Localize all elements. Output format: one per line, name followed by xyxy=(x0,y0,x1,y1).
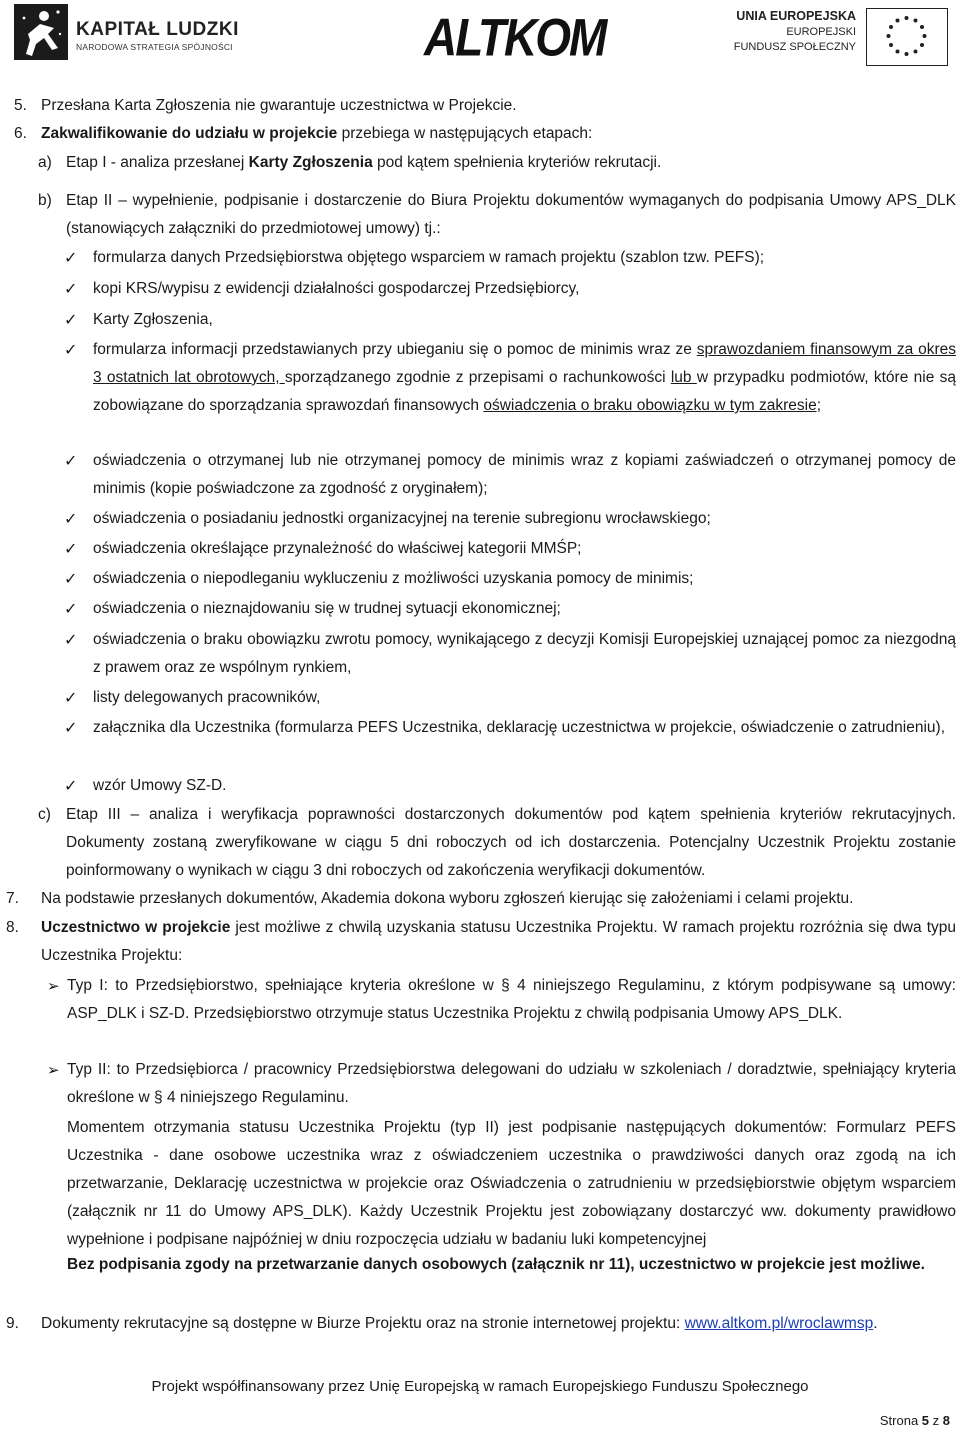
arrow-bullet-icon: ➢ xyxy=(47,977,60,995)
check-text: listy delegowanych pracowników, xyxy=(93,689,321,706)
stage-label: c) xyxy=(38,806,51,823)
page-number xyxy=(880,1413,950,1428)
stage-a-pre: Etap I - analiza przesłanej xyxy=(66,154,249,171)
stage-text: Etap II – wypełnienie, podpisanie i dostarczenie do Biura Projektu dokumentów wymaganych do podpisania Umowy APS_DLK (stanowiących załączniki do przedmiotowej umowy) tj.: xyxy=(66,192,956,237)
kapital-ludzki-title: KAPITAŁ LUDZKI xyxy=(76,19,239,40)
check-text: oświadczenia o posiadaniu jednostki organizacyjnej na terenie subregionu wrocławskiego; xyxy=(93,510,711,527)
page-current: 5 xyxy=(921,1413,930,1428)
item-rest: przebiega w następujących etapach: xyxy=(337,125,593,142)
c4-mid2: w przypadku podmiotów, które nie są zobowiązane do sporządzania sprawozdań finansowych xyxy=(93,369,956,414)
eu-line-3: FUNDUSZ SPOŁECZNY xyxy=(733,41,856,53)
check-text xyxy=(93,336,956,420)
check-text: oświadczenia o otrzymanej lub nie otrzymanej pomocy de minimis wraz z kopiami zaświadczeń o otrzymanej pomocy de minimis (kopie poświadczone za zgodność z oryginałem); xyxy=(93,452,956,497)
item-text xyxy=(41,914,956,970)
stage-label: b) xyxy=(38,192,52,209)
section-icon: § xyxy=(501,977,510,994)
kapital-ludzki-logo xyxy=(14,4,239,62)
c4-underline-1: sprawozdaniem finansowym za okres 3 ostatnich lat obrotowych, xyxy=(93,341,956,386)
eu-line-2: EUROPEJSKI xyxy=(786,26,856,38)
eu-logo-text xyxy=(720,8,856,55)
item-9-end: . xyxy=(873,1315,878,1332)
item-number: 9. xyxy=(6,1315,19,1332)
check-icon: ✓ xyxy=(64,509,78,528)
item-bold: Zakwalifikowanie do udziału w projekcie xyxy=(41,125,338,142)
footer-funding-note: Projekt współfinansowany przez Unię Europejską w ramach Europejskiego Funduszu Społecznego xyxy=(151,1378,809,1395)
check-icon: ✓ xyxy=(64,569,78,588)
check-text: oświadczenia określające przynależność do właściwej kategorii MMŚP; xyxy=(93,540,582,557)
section-icon: § xyxy=(154,1089,163,1106)
c4-pre: formularza informacji przedstawianych przy ubieganiu się o pomoc de minimis wraz ze xyxy=(93,341,697,358)
item-rest: jest możliwe z chwilą uzyskania statusu Uczestnika Projektu. W ramach projektu rozróżnia się dwa typu Uczestnika Projektu: xyxy=(41,919,956,964)
type2-post: 4 niniejszego Regulaminu. xyxy=(162,1089,349,1106)
check-text: formularza danych Przedsiębiorstwa objętego wsparciem w ramach projektu (szablon tzw. PEFS); xyxy=(93,249,765,266)
item-bold: Uczestnictwo w projekcie xyxy=(41,919,231,936)
stage-a-bold: Karty Zgłoszenia xyxy=(248,154,373,171)
c4-underline-2: lub xyxy=(670,369,697,386)
item-number: 8. xyxy=(6,919,19,936)
paragraph-text: Momentem otrzymania statusu Uczestnika Projektu (typ II) jest podpisanie następujących dokumentów: Formularz PEFS Uczestnika - dane osobowe uczestnika wraz z oświadczeniem uczestnika o prawdziwości danych oraz zgodą na ich przetwarzanie, Deklarację uczestnictwa w projekcie oraz Oświadczenia o zatrudnieniu w przedsiębiorstwie objętym wsparciem (załącznik nr 11 do Umowy APS_DLK). Każdy Uczestnik Projektu jest zobowiązany dostarczyć ww. dokumenty prawidłowo wypełnione i podpisane najpóźniej w dniu rozpoczęcia udziału w badaniu luki kompetencyjnej xyxy=(67,1119,956,1248)
check-icon: ✓ xyxy=(64,539,78,558)
check-text: oświadczenia o niepodleganiu wykluczeniu z możliwości uzyskania pomocy de minimis; xyxy=(93,570,694,587)
stage-a-post: pod kątem spełnienia kryteriów rekrutacji. xyxy=(372,154,662,171)
paragraph-bold-text: Bez podpisania zgody na przetwarzanie danych osobowych (załącznik nr 11), uczestnictwo w projekcie jest możliwe. xyxy=(67,1256,925,1273)
stage-label: a) xyxy=(38,154,52,171)
type1-post: 4 niniejszego Regulaminu, z którym podpisywane są umowy: ASP_DLK i SZ-D. Przedsiębiorstwo otrzymuje status Uczestnika Projektu z chwilą podpisania Umowy APS_DLK. xyxy=(67,977,956,1022)
item-number: 6. xyxy=(14,125,27,142)
check-text: kopi KRS/wypisu z ewidencji działalności gospodarczej Przedsiębiorcy, xyxy=(93,280,580,297)
c4-mid: sporządzanego zgodnie z przepisami o rachunkowości xyxy=(284,369,671,386)
check-text: załącznika dla Uczestnika (formularza PEFS Uczestnika, deklarację uczestnictwa w projekcie, oświadczenie o zatrudnieniu), xyxy=(93,719,946,736)
check-text: Karty Zgłoszenia, xyxy=(93,311,213,328)
altkom-logo xyxy=(424,2,606,67)
check-icon: ✓ xyxy=(64,340,78,359)
check-text: oświadczenia o nieznajdowaniu się w trudnej sytuacji ekonomicznej; xyxy=(93,600,561,617)
project-website-link[interactable]: www.altkom.pl/wroclawmsp xyxy=(684,1315,874,1332)
type1-pre: Typ I: to Przedsiębiorstwo, spełniające kryteria określone w xyxy=(67,977,502,994)
item-number: 7. xyxy=(6,890,19,907)
item-number: 5. xyxy=(14,97,27,114)
check-icon: ✓ xyxy=(64,688,78,707)
type-text xyxy=(67,1056,956,1112)
check-icon: ✓ xyxy=(64,248,78,267)
item-text: Przesłana Karta Zgłoszenia nie gwarantuje uczestnictwa w Projekcie. xyxy=(41,97,517,114)
page-header xyxy=(0,0,960,82)
check-text: oświadczenia o braku obowiązku zwrotu pomocy, wynikającego z decyzji Komisji Europejskiej uznającej pomoc za niezgodną z prawem oraz ze wspólnym rynkiem, xyxy=(93,631,956,676)
stage-text: Etap III – analiza i weryfikacja poprawności dostarczonych dokumentów pod kątem spełnienia kryteriów rekrutacyjnych. Dokumenty zostaną zweryfikowane w ciągu 5 dni roboczych od ich dostarczenia. Potencjalny Uczestnik Projektu zostanie poinformowany o wynikach w ciągu 3 dni roboczych od zakończenia weryfikacji dokumentów. xyxy=(66,806,956,879)
type-text xyxy=(67,972,956,1028)
item-text xyxy=(41,120,592,148)
eu-line-1: UNIA EUROPEJSKA xyxy=(736,9,856,23)
kapital-ludzki-subtitle: NARODOWA STRATEGIA SPÓJNOŚCI xyxy=(76,42,233,52)
item-9-text: Dokumenty rekrutacyjne są dostępne w Biurze Projektu oraz na stronie internetowej projektu: xyxy=(41,1315,685,1332)
eu-flag-icon xyxy=(866,8,948,66)
check-icon: ✓ xyxy=(64,718,78,737)
altkom-logo-text: ALTKOM xyxy=(424,7,606,67)
check-icon: ✓ xyxy=(64,599,78,618)
check-icon: ✓ xyxy=(64,630,78,649)
eu-logo xyxy=(720,8,950,68)
check-icon: ✓ xyxy=(64,279,78,298)
c4-underline-3: oświadczenia o braku obowiązku w tym zakresie; xyxy=(483,397,822,414)
page-prefix: Strona xyxy=(879,1413,922,1428)
item-text xyxy=(41,1310,878,1338)
page-total: 8 xyxy=(942,1413,950,1428)
type2-pre: Typ II: to Przedsiębiorca / pracownicy Przedsiębiorstwa delegowani do udziału w szkoleniach / doradztwie, spełniający kryteria określone w xyxy=(67,1061,956,1106)
check-text: wzór Umowy SZ-D. xyxy=(93,777,227,794)
item-text: Na podstawie przesłanych dokumentów, Akademia dokona wyboru zgłoszeń kierując się założeniami i celami projektu. xyxy=(41,890,854,907)
kapital-ludzki-emblem xyxy=(14,4,68,60)
check-icon: ✓ xyxy=(64,310,78,329)
check-icon: ✓ xyxy=(64,451,78,470)
check-icon: ✓ xyxy=(64,776,78,795)
stage-text xyxy=(66,149,661,177)
arrow-bullet-icon: ➢ xyxy=(47,1061,60,1079)
page-sep: z xyxy=(929,1413,943,1428)
